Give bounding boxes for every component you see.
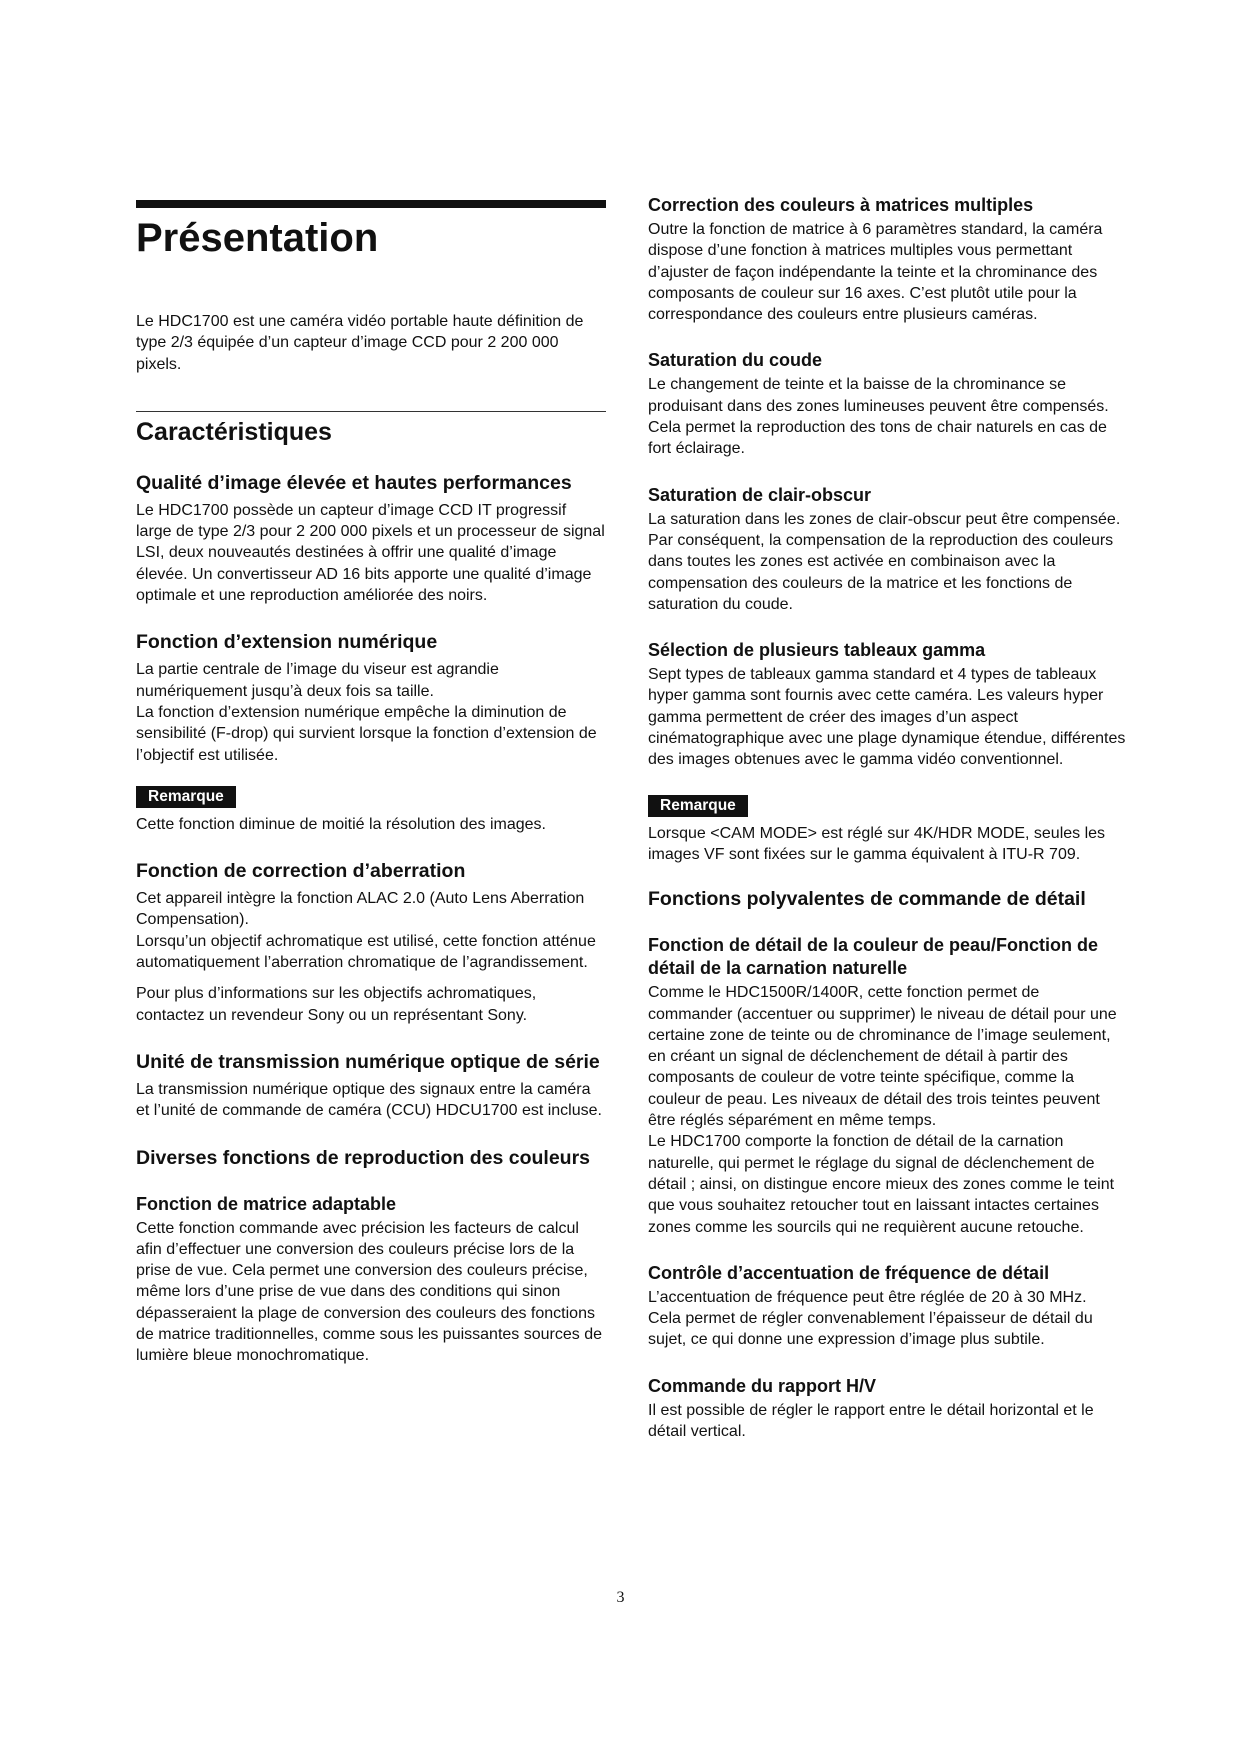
section-transmission xyxy=(136,1050,606,1122)
section-color-reproduction xyxy=(136,1146,606,1367)
section-gamma xyxy=(648,639,1126,770)
note-label: Remarque xyxy=(648,795,748,817)
paragraph-adaptive-matrix: Cette fonction commande avec précision les facteurs de calcul afin d’effectuer une conversion des couleurs précise lors de la prise de vue. Cela permet une conversion des couleurs précise, même lors d’une prise de vue dans des conditions qui sinon dépasseraient la plage de conversion des couleurs des fonctions de matrice traditionnelles, comme sous les puissantes sources de lumière bleue monochromatique. xyxy=(136,1219,602,1365)
heading-aberration: Fonction de correction d’aberration xyxy=(136,860,466,883)
heading-detail: Fonctions polyvalentes de commande de détail xyxy=(648,888,1086,911)
section-quality xyxy=(136,471,606,606)
page-number: 3 xyxy=(616,1589,625,1606)
section-knee-saturation xyxy=(648,349,1126,459)
note-text: Cette fonction diminue de moitié la résolution des images. xyxy=(136,815,546,833)
page-title: Présentation xyxy=(136,216,379,260)
note-extension xyxy=(136,786,606,835)
section-multi-matrix xyxy=(648,194,1126,325)
note-label: Remarque xyxy=(136,786,236,808)
heading-knee-saturation: Saturation du coude xyxy=(648,350,823,371)
heading-hv-ratio: Commande du rapport H/V xyxy=(648,1375,877,1396)
section-skin-detail xyxy=(648,934,1126,1238)
paragraph-extension-1: La partie centrale de l’image du viseur est agrandie numériquement jusqu’à deux fois sa taille. xyxy=(136,661,499,700)
section-aberration xyxy=(136,859,606,1026)
section-detail-frequency xyxy=(648,1262,1126,1351)
section-hv-ratio xyxy=(648,1375,1126,1443)
paragraph-gamma: Sept types de tableaux gamma standard et 4 types de tableaux hyper gamma sont fournis avec cette caméra. Les valeurs hyper gamma permettent de créer des images d’un aspect cinématographique avec une plage dynamique étendue, différentes des images obtenues avec le gamma vidéo conventionnel. xyxy=(648,666,1126,769)
heading-skin-detail: Fonction de détail de la couleur de peau/Fonction de détail de la carnation naturelle xyxy=(648,935,1099,979)
heading-multi-matrix: Correction des couleurs à matrices multiples xyxy=(648,195,1034,215)
heading-detail-frequency: Contrôle d’accentuation de fréquence de détail xyxy=(648,1262,1050,1283)
paragraph-knee-saturation-1: Le changement de teinte et la baisse de la chrominance se produisant dans des zones lumineuses peuvent être compensés. xyxy=(648,376,1109,415)
heading-color-reproduction: Diverses fonctions de reproduction des couleurs xyxy=(136,1146,591,1169)
intro-paragraph: Le HDC1700 est une caméra vidéo portable haute définition de type 2/3 équipée d’un capteur d’image CCD pour 2 200 000 pixels. xyxy=(136,313,584,373)
section-extension xyxy=(136,630,606,765)
paragraph-aberration-2: Lorsqu’un objectif achromatique est utilisé, cette fonction atténue automatiquement l’aberration chromatique de l’agrandissement. xyxy=(136,932,596,972)
note-gamma xyxy=(648,795,1126,866)
paragraph-hv-ratio: Il est possible de régler le rapport entre le détail horizontal et le détail vertical. xyxy=(648,1401,1094,1440)
paragraph-lowkey-saturation: La saturation dans les zones de clair-obscur peut être compensée. Par conséquent, la compensation de la reproduction des couleurs dans toutes les zones est activée en combinaison avec la compensation des couleurs de la matrice et les fonctions de saturation du coude. xyxy=(648,510,1121,613)
paragraph-aberration-1: Cet appareil intègre la fonction ALAC 2.0 (Auto Lens Aberration Compensation). xyxy=(136,890,585,929)
paragraph-quality: Le HDC1700 possède un capteur d’image CCD IT progressif large de type 2/3 pour 2 200 000 pixels et un processeur de signal LSI, deux nouveautés destinées à offrir une qualité d’image élevée. Un convertisseur AD 16 bits apporte une qualité d’image optimale et une reproduction améliorée des noirs. xyxy=(136,501,605,605)
section-lowkey-saturation xyxy=(648,484,1126,615)
paragraph-multi-matrix: Outre la fonction de matrice à 6 paramètres standard, la caméra dispose d’une fonction à matrices multiples vous permettant d’ajuster de façon indépendante la teinte et la chrominance des composants de couleur sur 16 axes. C’est plutôt utile pour la correspondance des couleurs entre plusieurs caméras. xyxy=(648,221,1103,324)
paragraph-aberration-3: Pour plus d’informations sur les objectifs achromatiques, contactez un revendeur Sony ou un représentant Sony. xyxy=(136,985,537,1024)
paragraph-knee-saturation-2: Cela permet la reproduction des tons de chair naturels en cas de fort éclairage. xyxy=(648,419,1107,458)
title-bar xyxy=(136,200,606,208)
paragraph-transmission: La transmission numérique optique des signaux entre la caméra et l’unité de commande de caméra (CCU) HDCU1700 est incluse. xyxy=(136,1080,602,1120)
heading-quality: Qualité d’image élevée et hautes performances xyxy=(136,471,572,494)
section-divider xyxy=(136,411,606,412)
heading-adaptive-matrix: Fonction de matrice adaptable xyxy=(136,1193,397,1214)
paragraph-detail-frequency-2: Cela permet de régler convenablement l’épaisseur de détail du sujet, ce qui donne une expression d’image plus subtile. xyxy=(648,1310,1093,1349)
heading-transmission: Unité de transmission numérique optique de série xyxy=(136,1050,600,1073)
heading-gamma: Sélection de plusieurs tableaux gamma xyxy=(648,640,986,661)
right-column xyxy=(648,194,1126,1466)
paragraph-extension-2: La fonction d’extension numérique empêche la diminution de sensibilité (F-drop) qui survient lorsque la fonction d’extension de l’objectif est utilisée. xyxy=(136,703,597,764)
heading-extension: Fonction d’extension numérique xyxy=(136,631,438,654)
paragraph-detail-frequency-1: L’accentuation de fréquence peut être réglée de 20 à 30 MHz. xyxy=(648,1288,1087,1306)
left-column xyxy=(136,198,606,1367)
heading-lowkey-saturation: Saturation de clair-obscur xyxy=(648,484,872,505)
paragraph-skin-detail-2: Le HDC1700 comporte la fonction de détail de la carnation naturelle, qui permet le réglage du signal de déclenchement de détail ; ainsi, on distingue encore mieux des zones comme le teint que vous souhaitez retoucher tout en laissant intactes certaines zones comme les sourcils qui ne requièrent aucune retouche. xyxy=(648,1133,1115,1236)
note-text: Lorsque <CAM MODE> est réglé sur 4K/HDR MODE, seules les images VF sont fixées sur le gamma équivalent à ITU-R 709. xyxy=(648,824,1106,863)
section-heading-features: Caractéristiques xyxy=(136,417,332,446)
paragraph-skin-detail-1: Comme le HDC1500R/1400R, cette fonction permet de commander (accentuer ou supprimer) le niveau de détail pour une certaine zone de teinte ou de chrominance de l’image seulement, en créant un signal de déclenchement de détail à partir des composants de couleur de votre teinte spécifique, comme la couleur de peau. Les niveaux de détail des trois teintes peuvent être réglés séparément en même temps. xyxy=(648,984,1117,1130)
